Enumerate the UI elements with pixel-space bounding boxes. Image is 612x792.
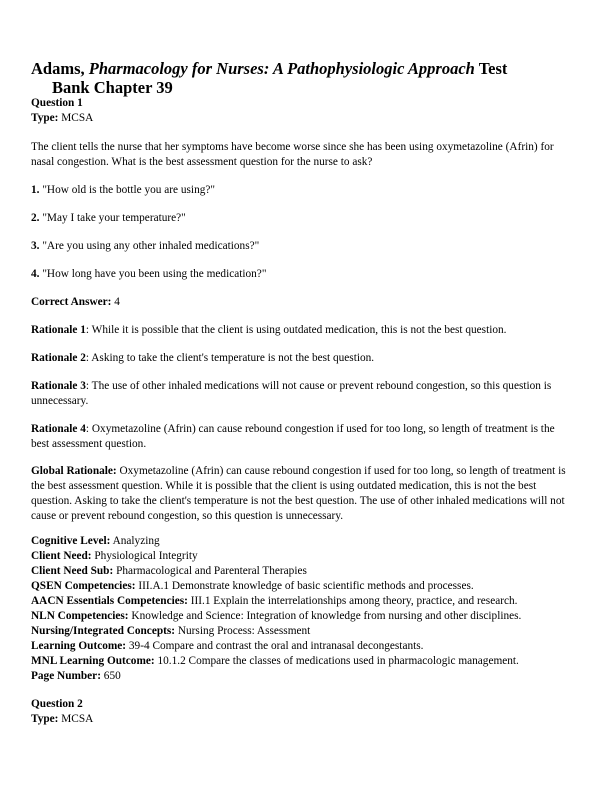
type-label: Type: <box>31 112 59 124</box>
meta-label: Page Number: <box>31 670 101 682</box>
meta-nln <box>31 609 573 624</box>
meta-aacn <box>31 594 573 609</box>
question-1-type <box>31 111 573 126</box>
meta-label: Nursing/Integrated Concepts: <box>31 625 176 637</box>
option-text: "How long have you been using the medication?" <box>42 268 267 280</box>
meta-label: NLN Competencies: <box>31 610 129 622</box>
option-number: 1. <box>31 184 40 196</box>
option-1 <box>31 183 573 198</box>
meta-qsen <box>31 579 573 594</box>
question-stem: The client tells the nurse that her symptoms have become worse since she has been using oxymetazoline (Afrin) for nasal congestion. What is the best assessment question for the nurse to ask? <box>31 141 554 168</box>
question-metadata <box>31 534 573 684</box>
option-text: "May I take your temperature?" <box>42 212 186 224</box>
meta-label: QSEN Competencies: <box>31 580 136 592</box>
meta-nursing-concepts <box>31 624 573 639</box>
correct-answer-value: 4 <box>114 296 120 308</box>
meta-value: III.A.1 Demonstrate knowledge of basic scientific methods and processes. <box>138 580 474 592</box>
meta-page-number <box>31 669 573 684</box>
correct-answer-label: Correct Answer: <box>31 296 112 308</box>
type-label: Type: <box>31 713 59 725</box>
rationale-3 <box>31 379 573 409</box>
meta-value: 650 <box>103 670 121 682</box>
meta-label: Client Need: <box>31 550 92 562</box>
type-value: MCSA <box>61 112 94 124</box>
meta-value: Pharmacological and Parenteral Therapies <box>116 565 307 577</box>
option-4 <box>31 267 573 282</box>
meta-value: Knowledge and Science: Integration of knowledge from nursing and other disciplines. <box>131 610 522 622</box>
rationale-1 <box>31 323 573 338</box>
type-value: MCSA <box>61 713 94 725</box>
option-2 <box>31 211 573 226</box>
meta-label: Learning Outcome: <box>31 640 127 652</box>
rationale-2 <box>31 351 573 366</box>
rationale-label: Rationale 1 <box>31 324 86 336</box>
option-number: 4. <box>31 268 40 280</box>
meta-label: Client Need Sub: <box>31 565 114 577</box>
question-2-type <box>31 712 573 727</box>
title-author: Adams, <box>31 59 85 78</box>
rationale-4 <box>31 422 573 452</box>
document-title <box>31 59 591 97</box>
question-1-heading <box>31 96 573 111</box>
meta-value: Physiological Integrity <box>94 550 198 562</box>
rationale-text: : While it is possible that the client is using outdated medication, this is not the best question. <box>85 324 507 336</box>
question-2-heading <box>31 697 573 712</box>
meta-client-need-sub <box>31 564 573 579</box>
meta-value: 10.1.2 Compare the classes of medications used in pharmacologic management. <box>157 655 519 667</box>
title-book: Pharmacology for Nurses: A Pathophysiologic Approach <box>88 59 475 78</box>
question-heading: Question 2 <box>31 698 83 710</box>
meta-value: Analyzing <box>112 535 160 547</box>
meta-value: III.1 Explain the interrelationships among theory, practice, and research. <box>190 595 518 607</box>
meta-value: 39-4 Compare and contrast the oral and intranasal decongestants. <box>128 640 424 652</box>
rationale-text: : Oxymetazoline (Afrin) can cause rebound congestion if used for too long, so length of treatment is the best assessment question. <box>31 423 555 450</box>
correct-answer <box>31 295 573 310</box>
meta-client-need <box>31 549 573 564</box>
option-3 <box>31 239 573 254</box>
rationale-text: : The use of other inhaled medications will not cause or prevent rebound congestion, so this question is unnecessary. <box>31 380 552 407</box>
option-text: "Are you using any other inhaled medications?" <box>42 240 260 252</box>
global-rationale-label: Global Rationale: <box>31 465 117 477</box>
meta-mnl-outcome <box>31 654 573 669</box>
rationale-text: : Asking to take the client's temperature is not the best question. <box>85 352 375 364</box>
question-heading: Question 1 <box>31 97 83 109</box>
option-number: 2. <box>31 212 40 224</box>
rationale-label: Rationale 4 <box>31 423 86 435</box>
title-line2: Bank Chapter 39 <box>52 78 173 97</box>
meta-learning-outcome <box>31 639 573 654</box>
global-rationale <box>31 464 573 524</box>
rationale-label: Rationale 2 <box>31 352 86 364</box>
rationale-label: Rationale 3 <box>31 380 86 392</box>
meta-label: Cognitive Level: <box>31 535 111 547</box>
option-text: "How old is the bottle you are using?" <box>42 184 215 196</box>
meta-label: MNL Learning Outcome: <box>31 655 155 667</box>
option-number: 3. <box>31 240 40 252</box>
title-suffix: Test <box>478 59 508 78</box>
meta-label: AACN Essentials Competencies: <box>31 595 188 607</box>
meta-value: Nursing Process: Assessment <box>177 625 311 637</box>
meta-cognitive-level <box>31 534 573 549</box>
global-rationale-text: Oxymetazoline (Afrin) can cause rebound congestion if used for too long, so length of treatment is the best assessment question. While it is possible that the client is using outdated medication, this is not the best question. Asking to take the client's temperature is not the best question. The use of other inhaled medications will not cause or prevent rebound congestion, so this question is unnecessary. <box>31 465 566 522</box>
